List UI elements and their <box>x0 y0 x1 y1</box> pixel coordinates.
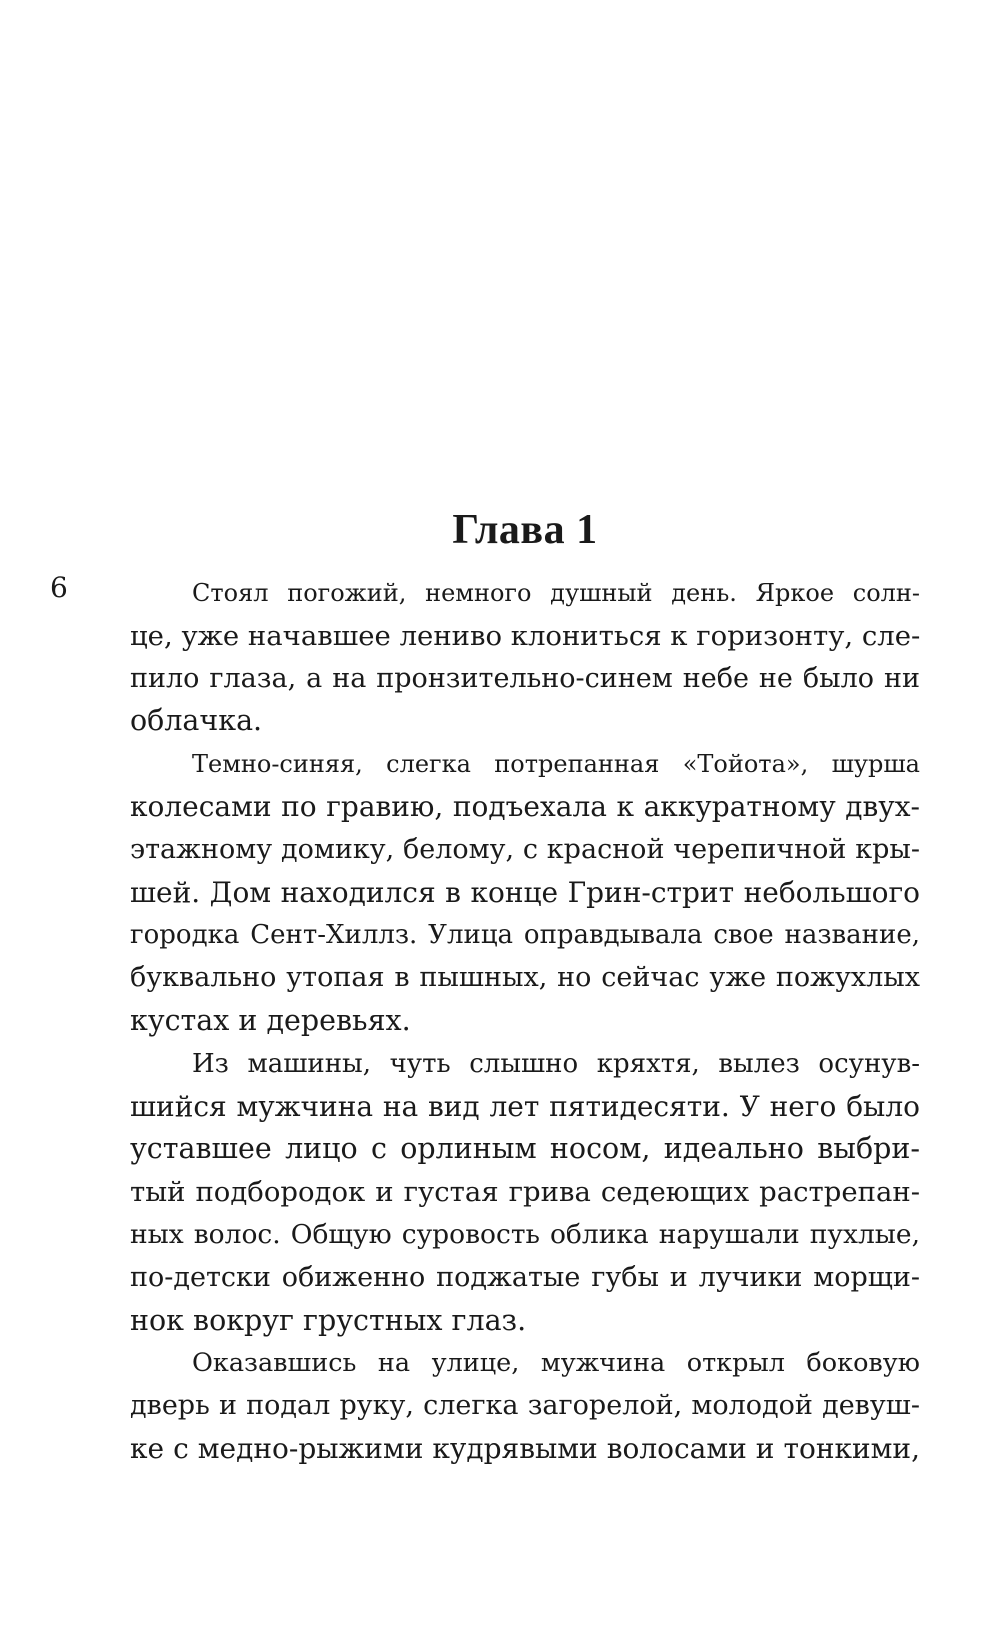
text-line: ке с медно-рыжими кудрявыми волосами и тонкими, <box>130 1431 920 1465</box>
text-line: городка Сент-Хиллз. Улица оправдывала свое название, <box>130 920 920 951</box>
text-line: уставшее лицо с орлиным носом, идеально выбри- <box>130 1132 920 1166</box>
text-line: Из машины, чуть слышно кряхтя, вылез осунув- <box>192 1048 920 1079</box>
paragraph <box>130 572 920 743</box>
paragraph <box>130 1342 920 1470</box>
text-line: шей. Дом находился в конце Грин-стрит небольшого <box>130 875 920 909</box>
text-line: колесами по гравию, подъехала к аккуратному двух- <box>130 789 920 823</box>
text-line: кустах и деревьях. <box>130 1003 411 1037</box>
text-line: Оказавшись на улице, мужчина открыл боковую <box>192 1348 920 1379</box>
text-line: нок вокруг грустных глаз. <box>130 1303 527 1337</box>
chapter-title: Глава 1 <box>452 507 598 554</box>
text-line: пило глаза, а на пронзительно-синем небе не было ни <box>130 662 920 694</box>
body-text <box>130 572 920 1471</box>
text-line: Темно-синяя, слегка потрепанная «Тойота», шурша <box>192 750 920 779</box>
text-line: ных волос. Общую суровость облика нарушали пухлые, <box>130 1218 920 1250</box>
page-number: 6 <box>50 571 68 604</box>
text-line: Стоял погожий, немного душный день. Яркое солн- <box>192 579 920 607</box>
text-line: тый подбородок и густая грива седеющих растрепан- <box>130 1176 920 1209</box>
paragraph <box>130 743 920 1043</box>
text-line: буквально утопая в пышных, но сейчас уже пожухлых <box>130 962 920 994</box>
paragraph <box>130 1043 920 1343</box>
text-line: це, уже начавшее лениво клониться к горизонту, сле- <box>130 619 921 652</box>
text-line: дверь и подал руку, слегка загорелой, молодой девуш- <box>130 1390 920 1422</box>
text-line: этажному домику, белому, с красной черепичной кры- <box>130 833 920 865</box>
text-line: по-детски обиженно поджатые губы и лучики морщи- <box>130 1261 920 1293</box>
text-line: облачка. <box>130 704 263 738</box>
text-line: шийся мужчина на вид лет пятидесяти. У него было <box>130 1089 920 1123</box>
